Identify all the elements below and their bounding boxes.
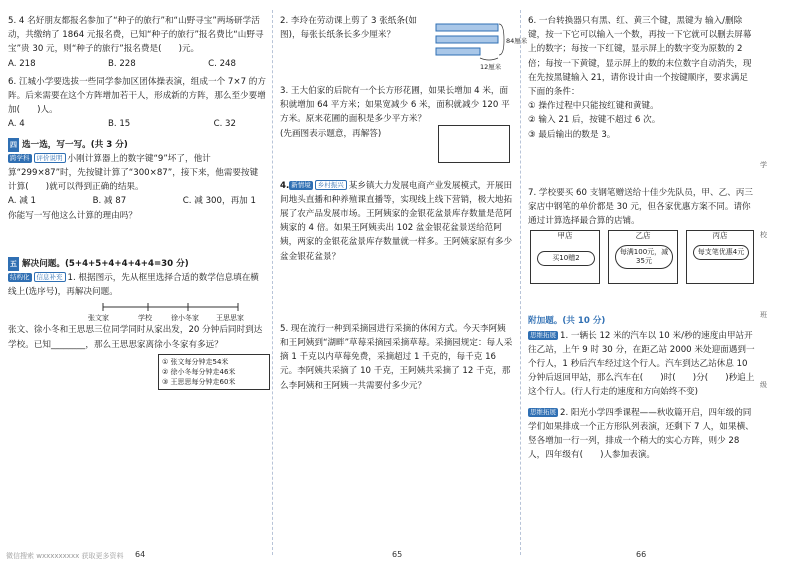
shop-name: 丙店: [712, 231, 728, 241]
bonus-question-2-text: 2. 阳光小学四季课程——秋收篇开启，四年级的同学们如果排成一个正方形队列表演，还剩下 7 人，如果横、竖各增加一行一列，排成一个稍大的实心方阵，则少 28 人，四年级有( )人参加表演。: [528, 407, 754, 461]
label-84cm: 84厘米: [506, 37, 528, 45]
right-column: [528, 14, 756, 462]
info-2: ② 徐小冬每分钟走46米: [162, 367, 236, 376]
question-3-hint: (先画图表示题意，再解答): [280, 128, 382, 139]
bonus-question-2: [528, 406, 756, 463]
problem-1-text: 1. 根据图示，先从框里选择合适的数学信息填在横线上(选序号)，再解决问题。: [8, 273, 259, 298]
shop-offer: 每满100元，减35元: [615, 245, 673, 269]
footer-note: 微信搜索 wxxxxxxxxx 获取更多资料: [6, 552, 124, 560]
tag-info: 信息补充: [34, 272, 66, 282]
paper-strips-figure: [432, 14, 514, 66]
bonus-heading: 附加题。(共 10 分): [528, 316, 606, 327]
question-2-text: 2. 李玲在劳动课上剪了 3 张纸条(如图)，每张长纸条长多少厘米？: [280, 16, 417, 41]
option-c: C. 32: [213, 119, 236, 130]
side-label-3: 班: [760, 311, 767, 319]
section-number: 四: [8, 138, 19, 152]
calculator-followup: 你能写一写他这么计算的理由吗？: [8, 210, 137, 221]
tag-thinking: 思维拓展: [530, 407, 556, 416]
condition-1: ① 操作过程中只能按红键和黄键。: [528, 101, 659, 112]
option-a: A. 4: [8, 119, 25, 130]
info-3: ③ 王思思每分钟走60米: [162, 377, 236, 386]
bonus-question-1-text: 1. 一辆长 12 米的汽车以 10 米/秒的速度由甲站开往乙站，上午 9 时 30 分，在距乙站 2000 米处迎面遇到一个行人，1 秒后汽车经过这个行人。汽车到达乙站休息 10 分钟后返回甲站，那么汽车在( )时( )分( )秒追上这个行人。(行人行走的速度和方向始终不变): [528, 330, 755, 398]
info-1: ① 张文每分钟走54米: [162, 357, 229, 366]
section-title: 解决问题。(5+4+5+4+4+4+4=30 分): [22, 258, 189, 269]
label-school: 学校: [138, 314, 152, 323]
shop-bing: [686, 230, 754, 284]
section-title: 选一选，写一写。(共 3 分): [22, 139, 128, 150]
column-divider-1: [272, 10, 274, 555]
problem-1: [8, 271, 266, 299]
question-6-options: [8, 117, 266, 131]
option-a: A. 218: [8, 58, 36, 69]
tag-thinking: 思维拓展: [530, 330, 556, 339]
page-number-right: 66: [636, 550, 647, 559]
shops-figure: [528, 230, 756, 286]
option-b: B. 减 87: [92, 196, 127, 207]
side-label-2: 校: [760, 231, 767, 239]
middle-column: [280, 14, 528, 393]
left-column: [8, 14, 266, 390]
section-5-heading: [8, 257, 266, 271]
side-label-4: 级: [760, 381, 767, 389]
section-number: 五: [8, 257, 19, 271]
calculator-question: [8, 152, 266, 195]
page-number-left: 64: [135, 550, 146, 559]
question-6-left: 6. 江城小学要选拔一些同学参加区团体操表演，组成一个 7×7 的方阵。后来需要在这个方阵增加若干人，形成新的方阵，那么至少要增加( )人。: [8, 76, 266, 116]
shop-name: 乙店: [635, 231, 651, 241]
question-5-options: [8, 57, 266, 71]
question-7-text: 7. 学校要买 60 支钢笔赠送给十佳少先队员，甲、乙、丙三家店中钢笔的单价都是 30 元，但各家优惠方案不同。请你通过计算选择最合算的店铺。: [528, 187, 753, 227]
shop-name: 甲店: [557, 231, 573, 241]
route-labels: [8, 311, 266, 323]
label-12cm: 12厘米: [480, 63, 502, 71]
question-5-middle: 5. 现在流行一种到采摘园进行采摘的休闲方式。今天李阿姨和王阿姨到“湖畔”草莓采摘园采摘草莓。采摘园规定：每人采摘 1 千克以内草莓免费，采摘超过 1 千克的，每千克 16 元。李阿姨共采摘了 10 千克，王阿姨共采摘了 12 千克，那么李阿姨和王阿姨一共需要付多少元？: [280, 323, 513, 391]
question-5-left: 5. 4 名好朋友都报名参加了“种子的旅行”和“山野寻宝”两场研学活动，共缴纳了 1864 元报名费，已知“种子的旅行”报名费比“山野寻宝”贵 30 元，则“种子的旅行”报名费是( )元。: [8, 16, 264, 55]
drawing-box: [438, 125, 510, 163]
question-2-block: [280, 14, 528, 71]
option-c: C. 248: [208, 58, 236, 69]
option-b: B. 15: [107, 119, 131, 130]
section-4-heading: [8, 138, 266, 152]
shop-jia: [530, 230, 600, 284]
shop-offer: 买10赠2: [537, 251, 595, 266]
label-xu-home: 徐小冬家: [171, 314, 199, 323]
label-zhangwen-home: 张文家: [88, 314, 109, 323]
option-c: C. 减 300，再加 1: [182, 196, 256, 207]
calculator-options: [8, 194, 266, 208]
shop-yi: [608, 230, 678, 284]
question-4-text: 某乡镇大力发展电商产业发展模式，开展田间地头直播和种养殖课直播等，实现线上线下营销，极大地拓展了农产品发展市场。王阿姨家的金银花盆景库存数量是范阿姨家的 4 倍。如果王阿姨卖出 102 盆金银花盆景送给范阿姨，两家的金银花盆景库存数量就一样多。王阿姨家原有多少盆金银花盆景？: [280, 180, 513, 262]
label-wang-home: 王思思家: [216, 314, 244, 323]
question-3-text: 3. 王大伯家的后院有一个长方形花圃，如果长增加 4 米，面积就增加 64 平方米；如果宽减少 6 米，面积就减少 120 平方米。原来花圃的面积是多少平方米？: [280, 86, 510, 125]
question-4-number: 4.: [280, 180, 290, 191]
question-4-middle: [280, 179, 514, 264]
problem-1-detail: 张文、徐小冬和王思思三位同学同时从家出发，20 分钟后同时到达学校。已知________，那么王思思家离徐小冬家有多远？: [8, 325, 263, 350]
tag-structure: 结构化: [10, 273, 30, 282]
question-6-right: 6. 一台转换器只有黑、红、黄三个键，黑键为 输入/删除 键，按一下它可以输入一个数，再按一下它就可以删去屏幕上的数字；每按一下红键，显示屏上的数字变为原数的 2 倍；每按一下黄键，显示屏上的数的末位数字自动消失，现在先按黑键输入 21，请你设计由一个按键顺序，要求满足下面的条件：: [528, 16, 752, 98]
tag-rural: 乡村振兴: [315, 180, 347, 190]
shop-offer: 每支笔优惠4元: [693, 245, 749, 260]
page-number-middle: 65: [392, 550, 403, 559]
tag-evaluation: 评价说明: [34, 153, 66, 163]
condition-2: ② 输入 21 后，按键不超过 6 次。: [528, 115, 661, 126]
column-divider-2: [520, 10, 522, 555]
option-a: A. 减 1: [8, 196, 36, 207]
side-label-1: 学: [760, 161, 767, 169]
calculator-question-text: 小刚计算器上的数字键“9”坏了，他计算“299×87”时，先按键计算了“300×87”，接下来，他需要按键计算( )就可以得到正确的结果。: [8, 153, 259, 193]
tag-cross-subject: 跨学科: [10, 153, 30, 162]
question-3-hint-row: [280, 127, 514, 163]
bonus-question-1: [528, 329, 756, 400]
tag-new-context: 新情境: [291, 180, 311, 189]
info-box: [158, 354, 270, 390]
condition-3: ③ 最后输出的数是 3。: [528, 129, 616, 140]
option-b: B. 228: [107, 58, 136, 69]
